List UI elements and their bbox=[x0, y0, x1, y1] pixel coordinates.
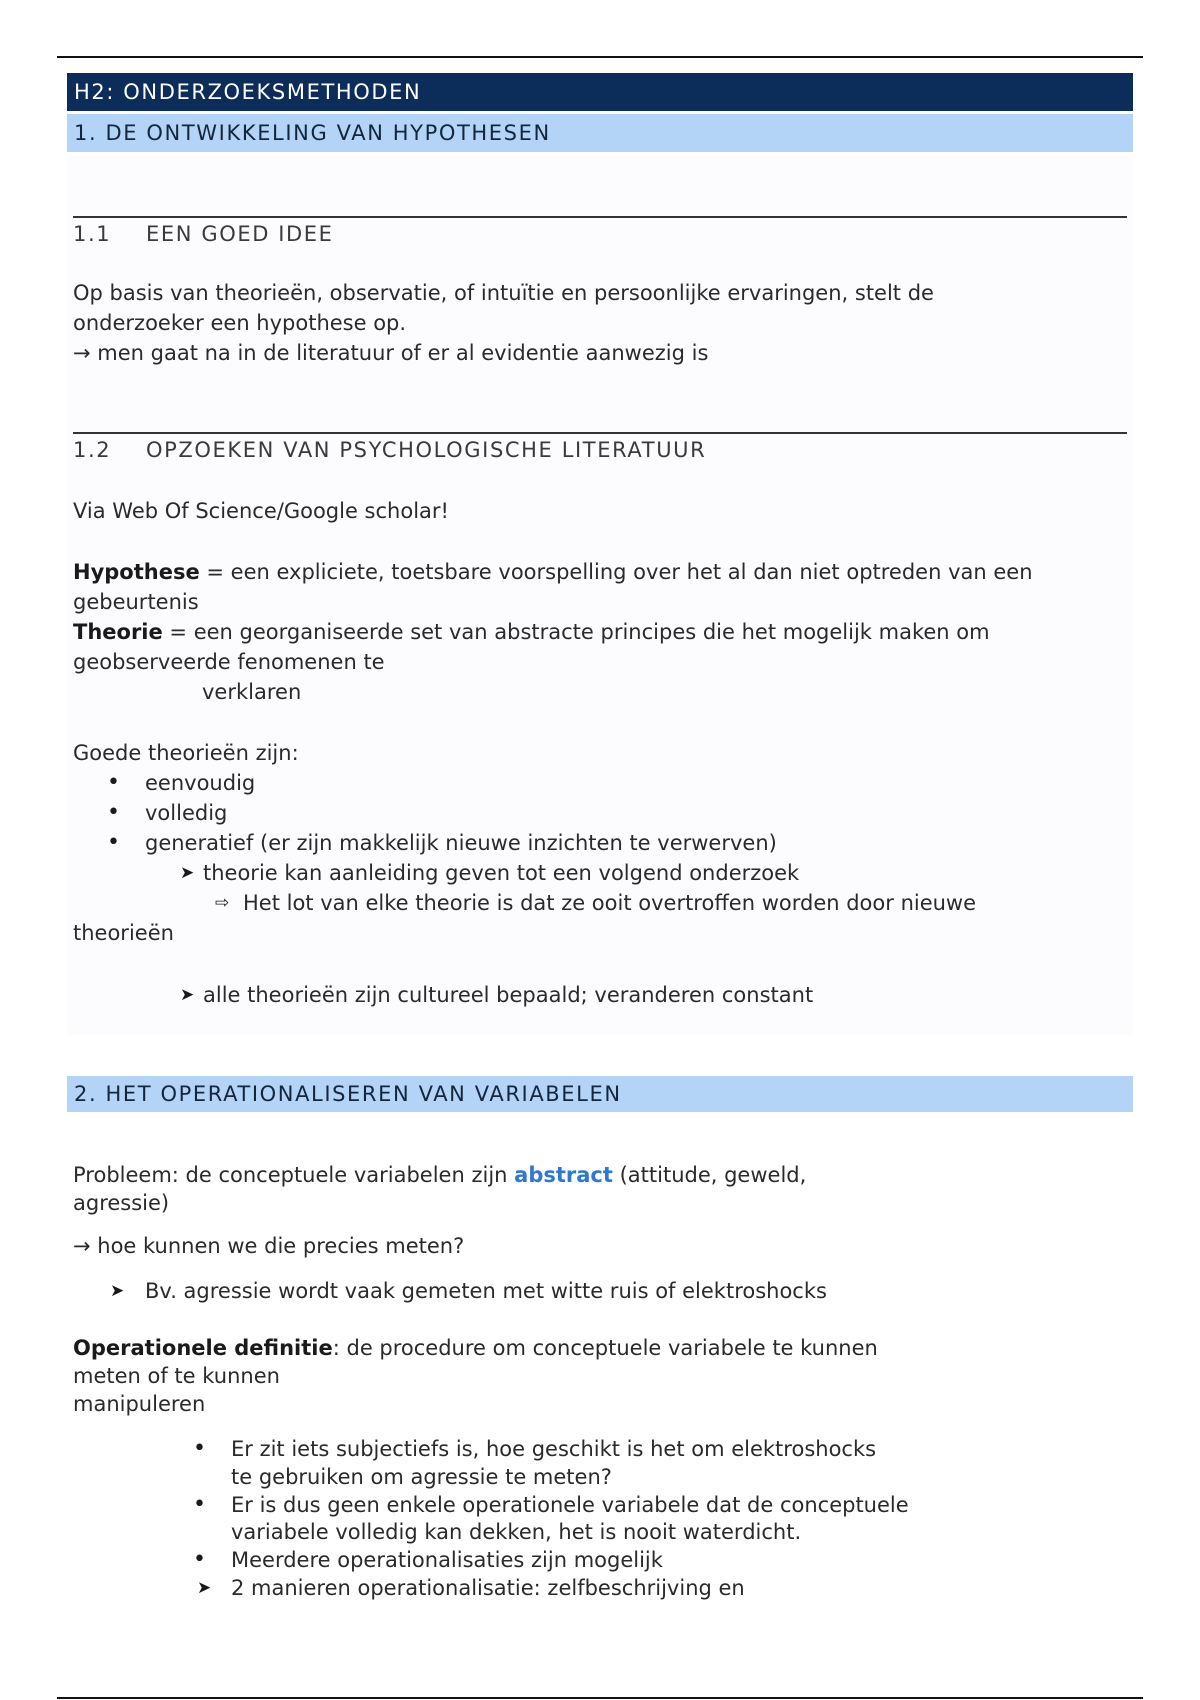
section2-heading: 2. HET OPERATIONALISEREN VAN VARIABELEN bbox=[67, 1076, 1133, 1112]
list-item: Het lot van elke theorie is dat ze ooit overtroffen worden door nieuwe bbox=[243, 891, 977, 915]
term-theorie: Theorie bbox=[73, 620, 163, 644]
theorie-definition: Theorie = een georganiseerde set van abstracte principes die het mogelijk maken om bbox=[73, 620, 990, 644]
operationele-definitie: Operationele definitie: de procedure om conceptuele variabele te kunnen bbox=[73, 1336, 878, 1360]
hollow-arrow-bullet-icon: ⇨ bbox=[215, 893, 230, 913]
paragraph-line: agressie) bbox=[73, 1191, 170, 1215]
list-item: eenvoudig bbox=[145, 771, 256, 795]
list-item: generatief (er zijn makkelijk nieuwe inzichten te verwerven) bbox=[145, 831, 777, 855]
bullet-icon: • bbox=[107, 800, 120, 825]
top-rule bbox=[57, 56, 1143, 58]
good-theories-intro: Goede theorieën zijn: bbox=[73, 741, 299, 765]
via-line: Via Web Of Science/Google scholar! bbox=[73, 499, 449, 523]
bullet-icon: • bbox=[193, 1436, 206, 1461]
list-item: volledig bbox=[145, 801, 228, 825]
example-line: Bv. agressie wordt vaak gemeten met witte ruis of elektroshocks bbox=[145, 1279, 827, 1303]
list-item-continuation: te gebruiken om agressie te meten? bbox=[231, 1465, 612, 1489]
arrowhead-bullet-icon: ➤ bbox=[110, 1281, 125, 1301]
list-item-continuation: variabele volledig kan dekken, het is nooit waterdicht. bbox=[231, 1520, 802, 1544]
question-line: → hoe kunnen we die precies meten? bbox=[73, 1234, 465, 1258]
abstract-highlight: abstract bbox=[514, 1163, 613, 1187]
arrowhead-bullet-icon: ➤ bbox=[180, 985, 195, 1005]
subsection-heading-1-2: 1.2 OPZOEKEN VAN PSYCHOLOGISCHE LITERATUUR bbox=[73, 438, 707, 462]
list-item: Er zit iets subjectiefs is, hoe geschikt is het om elektroshocks bbox=[231, 1437, 877, 1461]
chapter-heading: H2: ONDERZOEKSMETHODEN bbox=[67, 73, 1133, 111]
paragraph-line: geobserveerde fenomenen te bbox=[73, 650, 385, 674]
hypothese-definition: Hypothese = een expliciete, toetsbare voorspelling over het al dan niet optreden van een bbox=[73, 560, 1033, 584]
problem-line: Probleem: de conceptuele variabelen zijn abstract (attitude, geweld, bbox=[73, 1163, 807, 1187]
bullet-icon: • bbox=[107, 770, 120, 795]
paragraph-line: meten of te kunnen bbox=[73, 1364, 280, 1388]
bullet-icon: • bbox=[193, 1492, 206, 1517]
paragraph-line: gebeurtenis bbox=[73, 590, 199, 614]
paragraph-line: theorieën bbox=[73, 921, 174, 945]
list-item: theorie kan aanleiding geven tot een volgend onderzoek bbox=[203, 861, 800, 885]
list-item: 2 manieren operationalisatie: zelfbeschrijving en bbox=[231, 1576, 745, 1600]
bottom-rule bbox=[57, 1697, 1143, 1699]
arrowhead-bullet-icon: ➤ bbox=[180, 863, 195, 883]
paragraph-line: → men gaat na in de literatuur of er al evidentie aanwezig is bbox=[73, 341, 709, 365]
arrowhead-bullet-icon: ➤ bbox=[197, 1578, 212, 1598]
list-item: Er is dus geen enkele operationele variabele dat de conceptuele bbox=[231, 1493, 909, 1517]
subsection-rule-1-1 bbox=[73, 216, 1127, 218]
subsection-rule-1-2 bbox=[73, 432, 1127, 434]
list-item: Meerdere operationalisaties zijn mogelijk bbox=[231, 1548, 663, 1572]
paragraph-line: manipuleren bbox=[73, 1392, 206, 1416]
paragraph-line: onderzoeker een hypothese op. bbox=[73, 311, 407, 335]
list-item: alle theorieën zijn cultureel bepaald; veranderen constant bbox=[203, 983, 814, 1007]
bullet-icon: • bbox=[193, 1547, 206, 1572]
subsection-heading-1-1: 1.1 EEN GOED IDEE bbox=[73, 222, 334, 246]
term-hypothese: Hypothese bbox=[73, 560, 200, 584]
paragraph-line: Op basis van theorieën, observatie, of intuïtie en persoonlijke ervaringen, stelt de bbox=[73, 281, 934, 305]
bullet-icon: • bbox=[107, 830, 120, 855]
paragraph-line: verklaren bbox=[202, 680, 302, 704]
term-operationele-definitie: Operationele definitie bbox=[73, 1336, 333, 1360]
section1-heading: 1. DE ONTWIKKELING VAN HYPOTHESEN bbox=[67, 114, 1133, 152]
